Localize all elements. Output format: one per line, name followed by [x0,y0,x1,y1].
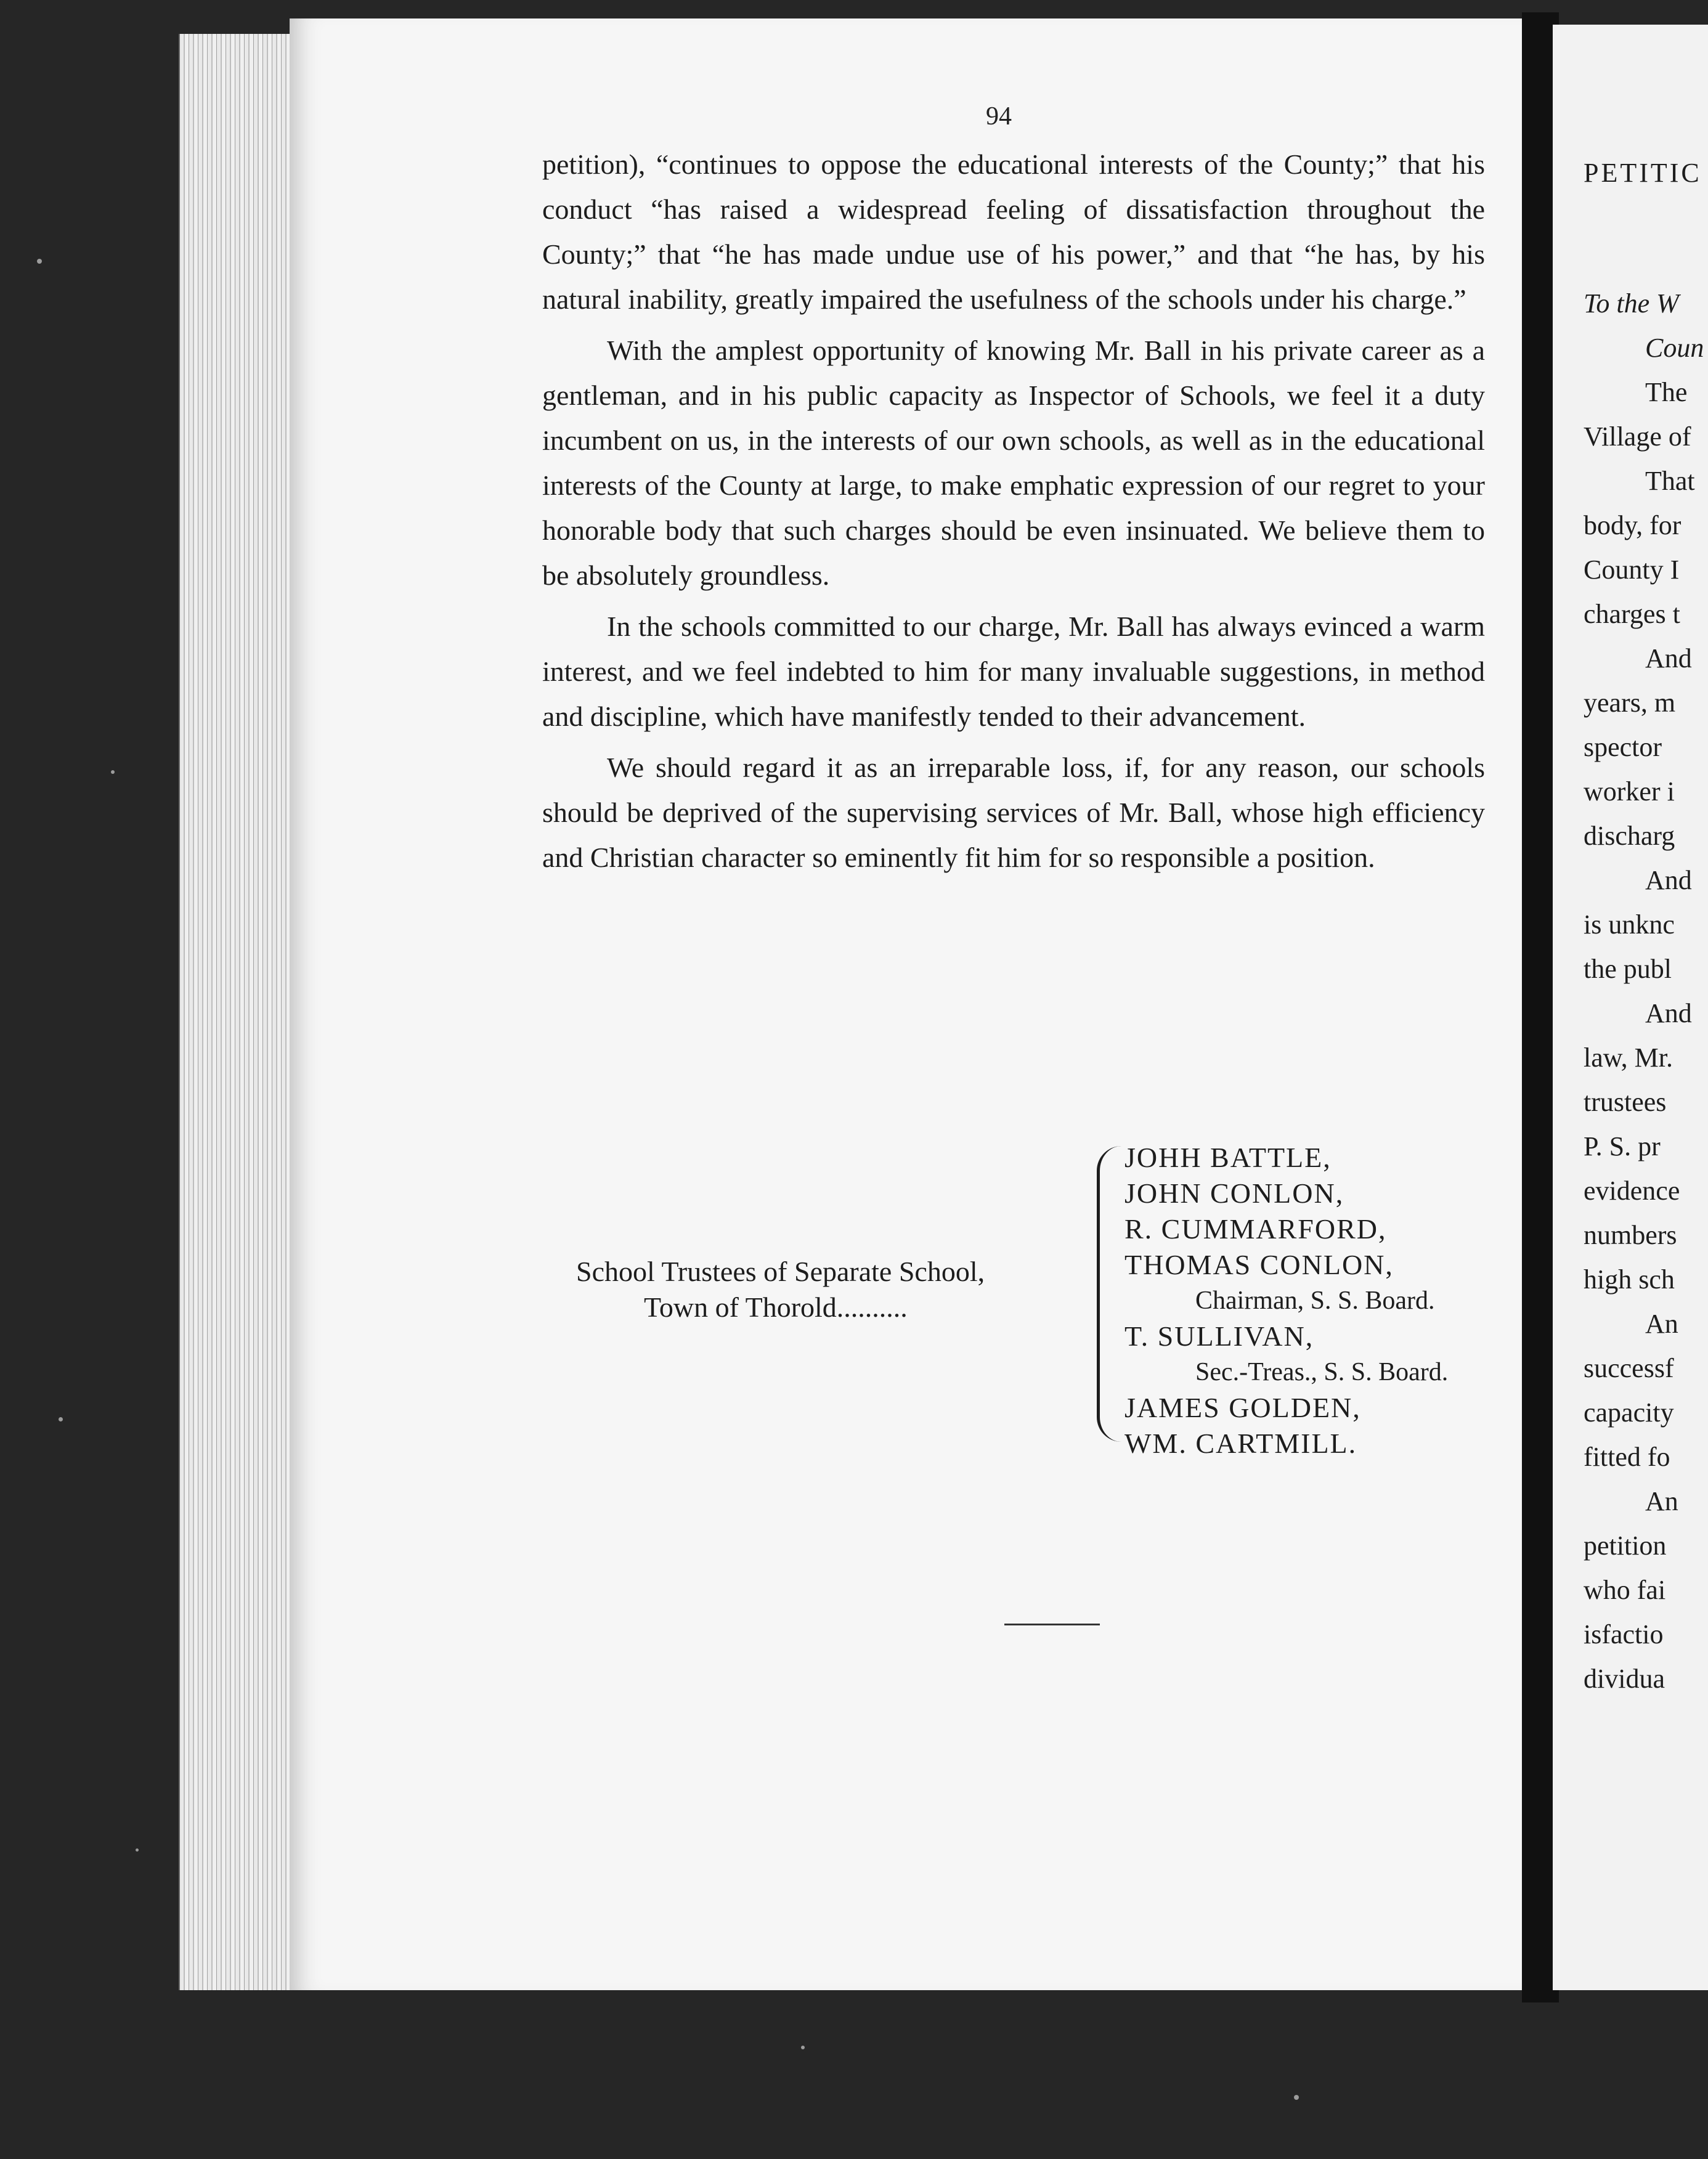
right-page-line: capacity [1584,1397,1674,1428]
right-page-line: fitted fo [1584,1442,1670,1472]
signature-label-line: Town of Thorold.......... [644,1291,908,1323]
signatory-name: WM. CARTMILL. [1124,1428,1357,1459]
right-page-line: dividua [1584,1664,1665,1694]
right-page-line: P. S. pr [1584,1131,1661,1161]
right-page-line: An [1645,1486,1678,1516]
right-page-line: numbers [1584,1220,1677,1250]
dust-speck [37,259,42,264]
paragraph: We should regard it as an irreparable loss, if, for any reason, our schools should be deprived of the supervising services of Mr. Ball, whose high efficiency and Christian character so eminently fit him for so responsible a position. [542,752,1485,873]
signatory-name: R. CUMMARFORD, [1124,1213,1387,1245]
paragraph: petition), “continues to oppose the educational interests of the County;” that his conduct “has raised a widespread feeling of dissatisfaction throughout the County;” that “he has made undue use of his power,” and that “he has, by his natural inability, greatly impaired the usefulness of the schools under his charge.” [542,148,1485,315]
right-page-line: who fai [1584,1575,1666,1605]
right-page-line: is unknc [1584,909,1675,940]
right-page-line: evidence [1584,1176,1680,1206]
dust-speck [1294,2095,1299,2100]
right-page-line: An [1645,1309,1678,1339]
right-page-line: worker i [1584,776,1675,807]
signatory-name: JOHN CONLON, [1124,1177,1344,1209]
right-page-line: And [1645,643,1692,673]
signature-label [576,1254,985,1325]
right-page-line: petition [1584,1531,1667,1561]
right-page-line [1584,195,1704,282]
page-edges [179,34,297,1990]
signatory-name: JOHH BATTLE, [1124,1142,1332,1173]
right-page-line: To the W [1584,288,1679,319]
right-page-line: law, Mr. [1584,1043,1673,1073]
dust-speck [111,770,115,774]
right-page-line: County I [1584,555,1680,585]
signatory-list [1124,1140,1448,1462]
signatory-title: Sec.-Treas., S. S. Board. [1195,1358,1449,1386]
right-page-line: PETITIC [1584,158,1702,188]
dust-speck [59,1417,63,1421]
page-number: 94 [986,102,1012,131]
right-page-line: high sch [1584,1264,1675,1295]
dust-speck [801,2046,805,2049]
body-text [542,142,1485,880]
dust-speck [136,1848,139,1852]
right-page-line: the publ [1584,954,1672,984]
right-page-line: successf [1584,1353,1674,1383]
signatory-title: Chairman, S. S. Board. [1195,1287,1435,1315]
right-page-line: The [1645,377,1688,407]
right-page-line: Village of [1584,421,1691,452]
right-page-line: discharg [1584,821,1675,851]
signatory-name: T. SULLIVAN, [1124,1320,1314,1352]
signature-label-line: School Trustees of Separate School, [576,1256,985,1287]
right-page-line: charges t [1584,599,1680,629]
right-page-text [1584,151,1704,1701]
signatory-name: JAMES GOLDEN, [1124,1392,1361,1423]
right-page-line: spector [1584,732,1662,762]
closing-rule [1004,1624,1100,1625]
right-page-line: And [1645,998,1692,1028]
paragraph: In the schools committed to our charge, Mr. Ball has always evinced a warm interest, and we feel indebted to him for many invaluable suggestions, in method and discipline, which have manifestly tended to their advancement. [542,611,1485,732]
right-page-line: body, for [1584,510,1682,540]
signatory-name: THOMAS CONLON, [1124,1249,1394,1280]
right-page-line: That [1645,466,1695,496]
paragraph: With the amplest opportunity of knowing Mr. Ball in his private career as a gentleman, and in his public capacity as Inspector of Schools, we feel it a duty incumbent on us, in the interests of our own schools, as well as in the educational interests of the County at large, to make emphatic expression of our regret to your honorable body that such charges should be even insinuated. We believe them to be absolutely groundless. [542,335,1485,591]
right-page-line: years, m [1584,688,1676,718]
right-page-line: And [1645,865,1692,895]
right-page-line: isfactio [1584,1619,1664,1649]
brace [1097,1146,1124,1442]
right-page-line: Coun [1645,333,1704,363]
right-page-line: trustees [1584,1087,1667,1117]
